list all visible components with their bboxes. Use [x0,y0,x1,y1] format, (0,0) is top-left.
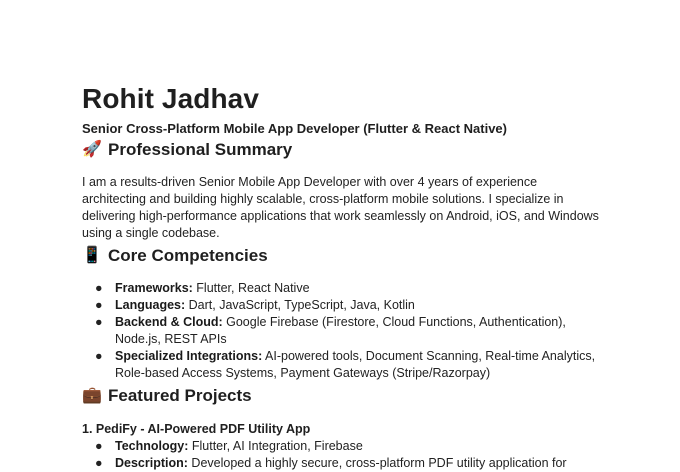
summary-heading-text: Professional Summary [108,140,293,159]
bullet-icon: ● [95,298,103,312]
list-item [82,348,602,382]
competency-value: Google Firebase (Firestore, Cloud Functions, Authentication), Node.js, REST APIs [115,315,566,346]
bullet-icon: ● [95,456,103,470]
project-title: 1. PediFy - AI-Powered PDF Utility App [82,422,311,436]
project-detail-value: Developed a highly secure, cross-platform PDF utility application for [187,456,567,470]
project-detail-label: Description: [115,456,188,470]
project-detail-label: Technology: [115,439,189,453]
bullet-icon: ● [95,315,103,329]
projects-heading-text: Featured Projects [108,386,252,405]
list-item [82,297,602,314]
competency-value: AI-powered tools, Document Scanning, Real-time Analytics, Role-based Access Systems, Payment Gateways (Stripe/Razorpay) [115,349,596,380]
project-detail-value: Flutter, AI Integration, Firebase [188,439,363,453]
competency-label: Specialized Integrations: [115,349,263,363]
competency-label: Languages: [115,298,186,312]
rocket-icon: 🚀 [82,141,102,158]
projects-heading [82,384,602,408]
bullet-icon: ● [95,439,103,453]
resume-job-title: Senior Cross-Platform Mobile App Developer (Flutter & React Native) [82,121,507,136]
competency-label: Frameworks: [115,281,193,295]
resume-content [82,82,602,472]
bullet-icon: ● [95,281,103,295]
competencies-list [82,280,602,382]
briefcase-icon: 💼 [82,387,102,404]
project-details-list [82,438,602,472]
list-item [82,314,602,348]
bullet-icon: ● [95,349,103,363]
summary-paragraph: I am a results-driven Senior Mobile App Developer with over 4 years of experience architecting and building highly scalable, cross-platform mobile solutions. I specialize in delivering high-performance applications that work seamlessly on Android, iOS, and Windows using a single codebase. [82,175,599,240]
list-item [82,438,602,455]
competency-value: Flutter, React Native [192,281,310,295]
competency-label: Backend & Cloud: [115,315,223,329]
summary-heading [82,138,602,162]
competencies-heading-text: Core Competencies [108,246,268,265]
competencies-heading [82,244,602,268]
list-item [82,280,602,297]
resume-name: Rohit Jadhav [82,83,260,114]
list-item [82,455,602,472]
mobile-phone-icon: 📱 [82,247,102,264]
competency-value: Dart, JavaScript, TypeScript, Java, Kotlin [185,298,415,312]
